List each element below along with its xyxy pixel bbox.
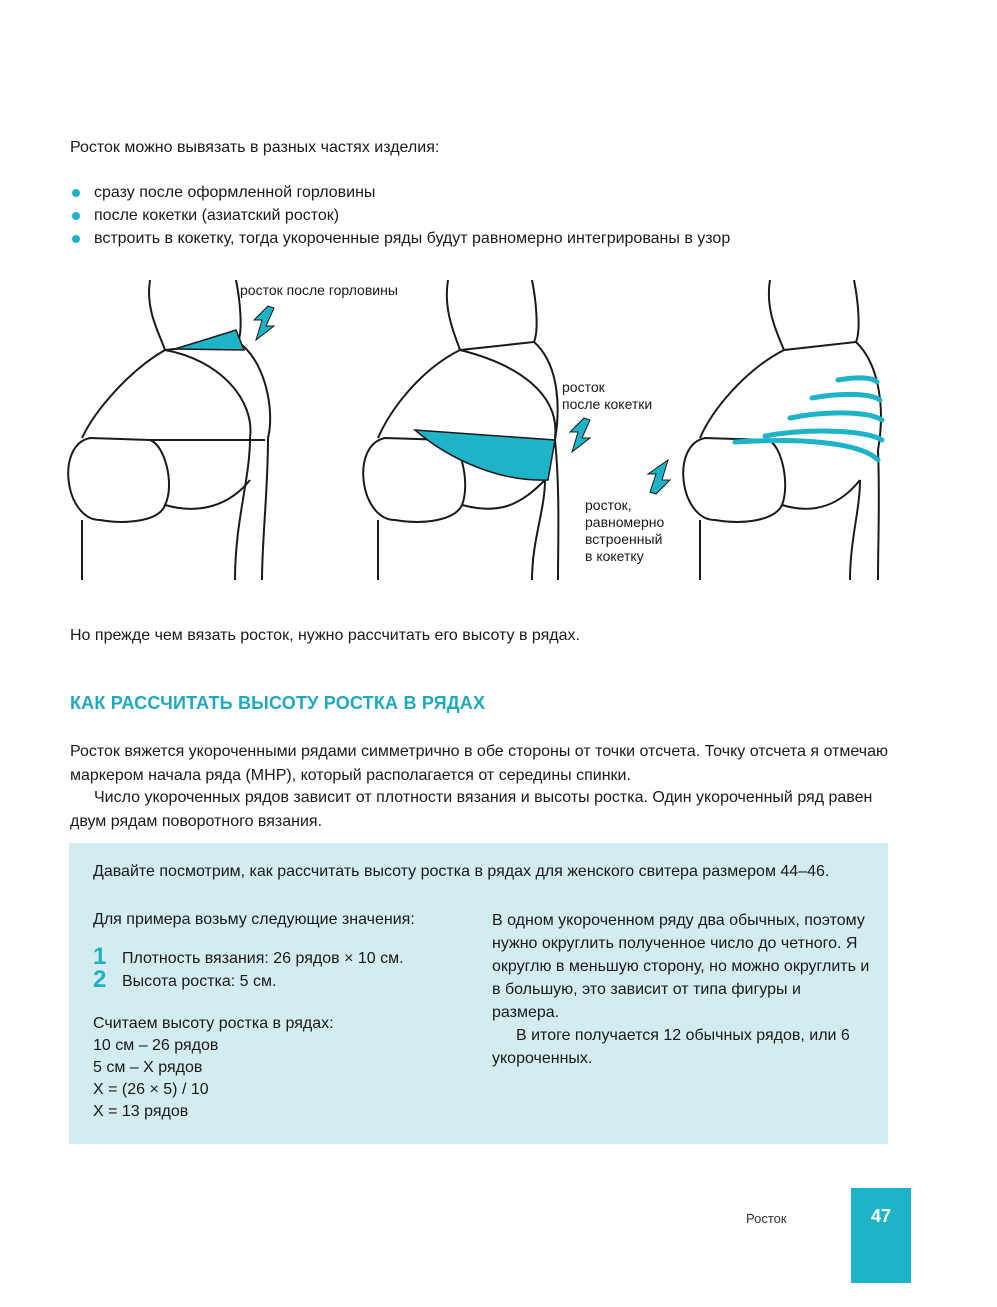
item-number: 1 [93,943,107,970]
section-title: КАК РАССЧИТАТЬ ВЫСОТУ РОСТКА В РЯДАХ [70,693,486,713]
label-integrated-line3: встроенный [585,531,663,547]
arrow-icon [254,306,274,340]
label-neckline: росток после горловины [240,282,398,298]
intro-text: Росток можно вывязать в разных частях изделия: [70,139,440,156]
footer-section-label: Росток [746,1211,787,1226]
neckline-gusset-highlight [175,330,244,350]
short-rows-highlight [735,378,882,460]
bullet-dot-icon [72,212,80,220]
list-item: сразу после оформленной горловины [70,181,730,204]
bullet-list [70,181,730,250]
calc-title: Считаем высоту ростка в рядах: [93,1015,334,1032]
label-yoke-line2: после кокетки [562,396,653,412]
list-item: после кокетки (азиатский росток) [70,204,730,227]
calc-line: Х = 13 рядов [93,1103,189,1120]
list-item [93,968,473,991]
transition-text: Но прежде чем вязать росток, нужно рассчитать его высоту в рядах. [70,627,580,644]
garment-illustrations [0,270,997,590]
label-integrated-line2: равномерно [585,514,665,530]
item-text: Высота ростка: 5 см. [122,973,277,990]
calc-line: Х = (26 × 5) / 10 [93,1081,209,1098]
example-title: Для примера возьму следующие значения: [93,911,415,928]
right-paragraph-2: В итоге получается 12 обычных рядов, или 6 укороченных. [492,1027,850,1067]
label-integrated-line1: росток, [585,497,632,513]
list-item [93,945,473,968]
page-number-tab [851,1188,911,1283]
box-intro: Давайте посмотрим, как рассчитать высоту ростка в рядах для женского свитера размером 44–46. [93,863,830,880]
label-yoke-line1: росток [562,379,605,395]
box-right-column [492,909,872,1070]
paragraph-1: Росток вяжется укороченными рядами симметрично в обе стороны от точки отсчета. Точку отсчета я отмечаю маркером начала ряда (МНР), который располагается от середины спинки. [70,743,888,784]
yoke-gusset-highlight [415,430,555,480]
label-integrated-line4: в кокетку [585,548,644,564]
item-number: 2 [93,966,107,993]
list-item: встроить в кокетку, тогда укороченные ряды будут равномерно интегрированы в узор [70,227,730,250]
figure-neckline [68,280,270,580]
numbered-list [93,945,473,991]
bullet-dot-icon [72,235,80,243]
right-paragraph-1: В одном укороченном ряду два обычных, поэтому нужно округлить полученное число до четного. Я округлю в меньшую сторону, но можно округлить и в большую, это зависит от типа фигуры и размера. [492,912,870,1021]
arrow-icon [648,460,670,494]
paragraph-2: Число укороченных рядов зависит от плотности вязания и высоты ростка. Один укороченный ряд равен двум рядам поворотного вязания. [70,789,873,830]
box-left-column [93,909,473,1123]
page-number: 47 [870,1206,892,1226]
calc-line: 10 см – 26 рядов [93,1037,219,1054]
bullet-dot-icon [72,189,80,197]
arrow-icon [570,418,590,452]
calc-line: 5 см – Х рядов [93,1059,203,1076]
figure-yoke [363,280,558,580]
example-box [69,843,888,1144]
item-text: Плотность вязания: 26 рядов × 10 см. [122,950,404,967]
